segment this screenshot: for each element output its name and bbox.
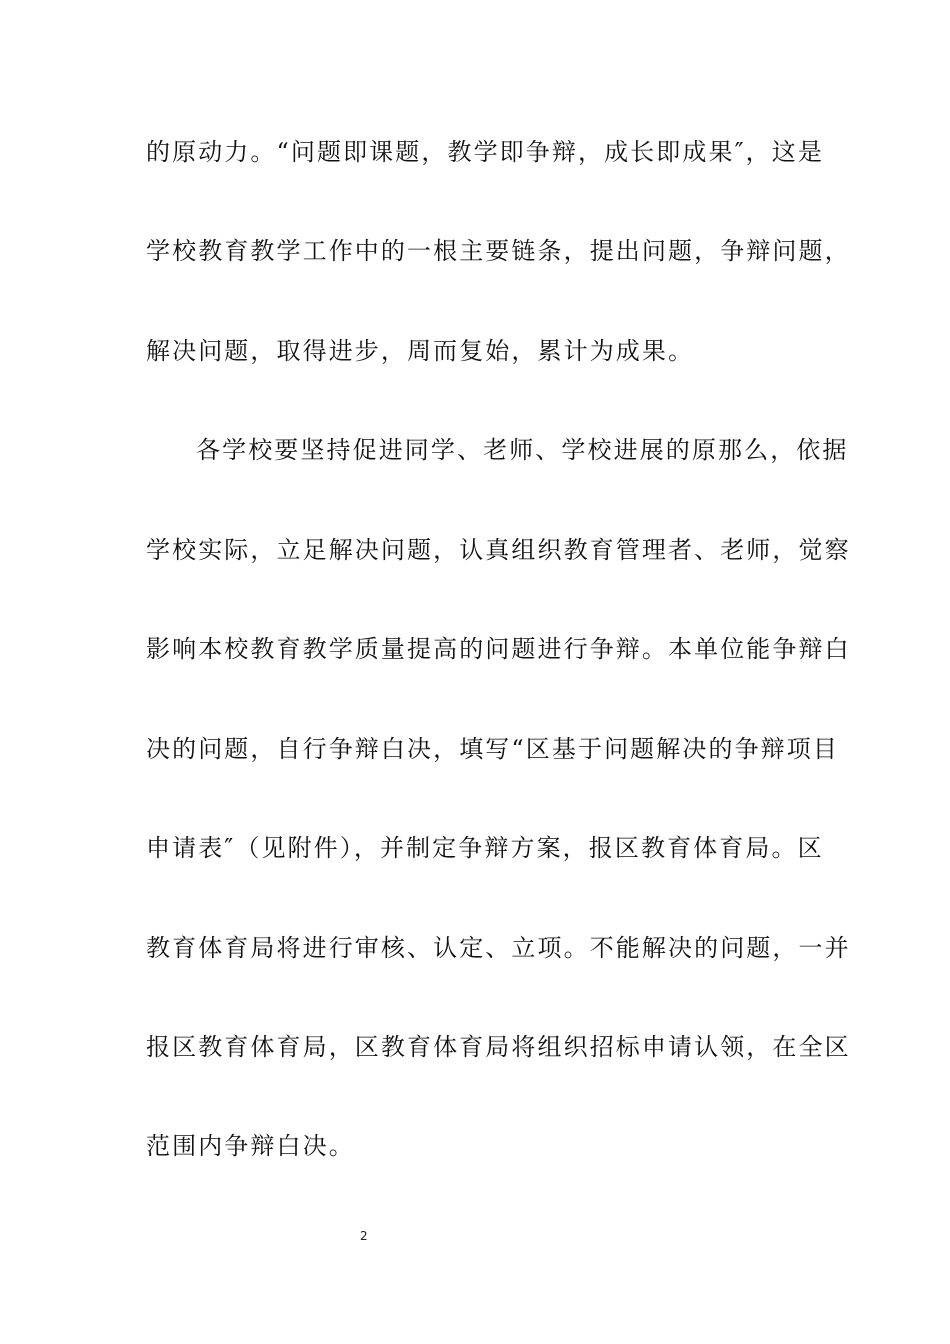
text-line: 范围内争辩白决。 xyxy=(146,1132,355,1160)
text-line: 决的问题，自行争辩白决，填写“区基于问题解决的争辩项目 xyxy=(146,735,839,763)
page-number: 2 xyxy=(360,1229,368,1243)
text-line: 学校实际，立足解决问题，认真组织教育管理者、老师，觉察 xyxy=(146,536,851,564)
text-line: 申请表″（见附件），并制定争辩方案，报区教育体育局。区 xyxy=(146,834,824,862)
text-line: 学校教育教学工作中的一根主要链条，提出问题，争辩问题， xyxy=(146,237,851,265)
text-line: 教育体育局将进行审核、认定、立项。不能解决的问题，一并 xyxy=(146,934,851,962)
text-line: 影响本校教育教学质量提高的问题进行争辩。本单位能争辩白 xyxy=(146,635,851,663)
paragraph-start-line: 各学校要坚持促进同学、老师、学校进展的原那么，依据 xyxy=(196,436,849,464)
text-line: 报区教育体育局，区教育体育局将组织招标申请认领，在全区 xyxy=(146,1033,851,1061)
text-line: 的原动力。“问题即课题，教学即争辩，成长即成果″，这是 xyxy=(146,138,824,166)
text-line: 解决问题，取得进步，周而复始，累计为成果。 xyxy=(146,337,695,365)
